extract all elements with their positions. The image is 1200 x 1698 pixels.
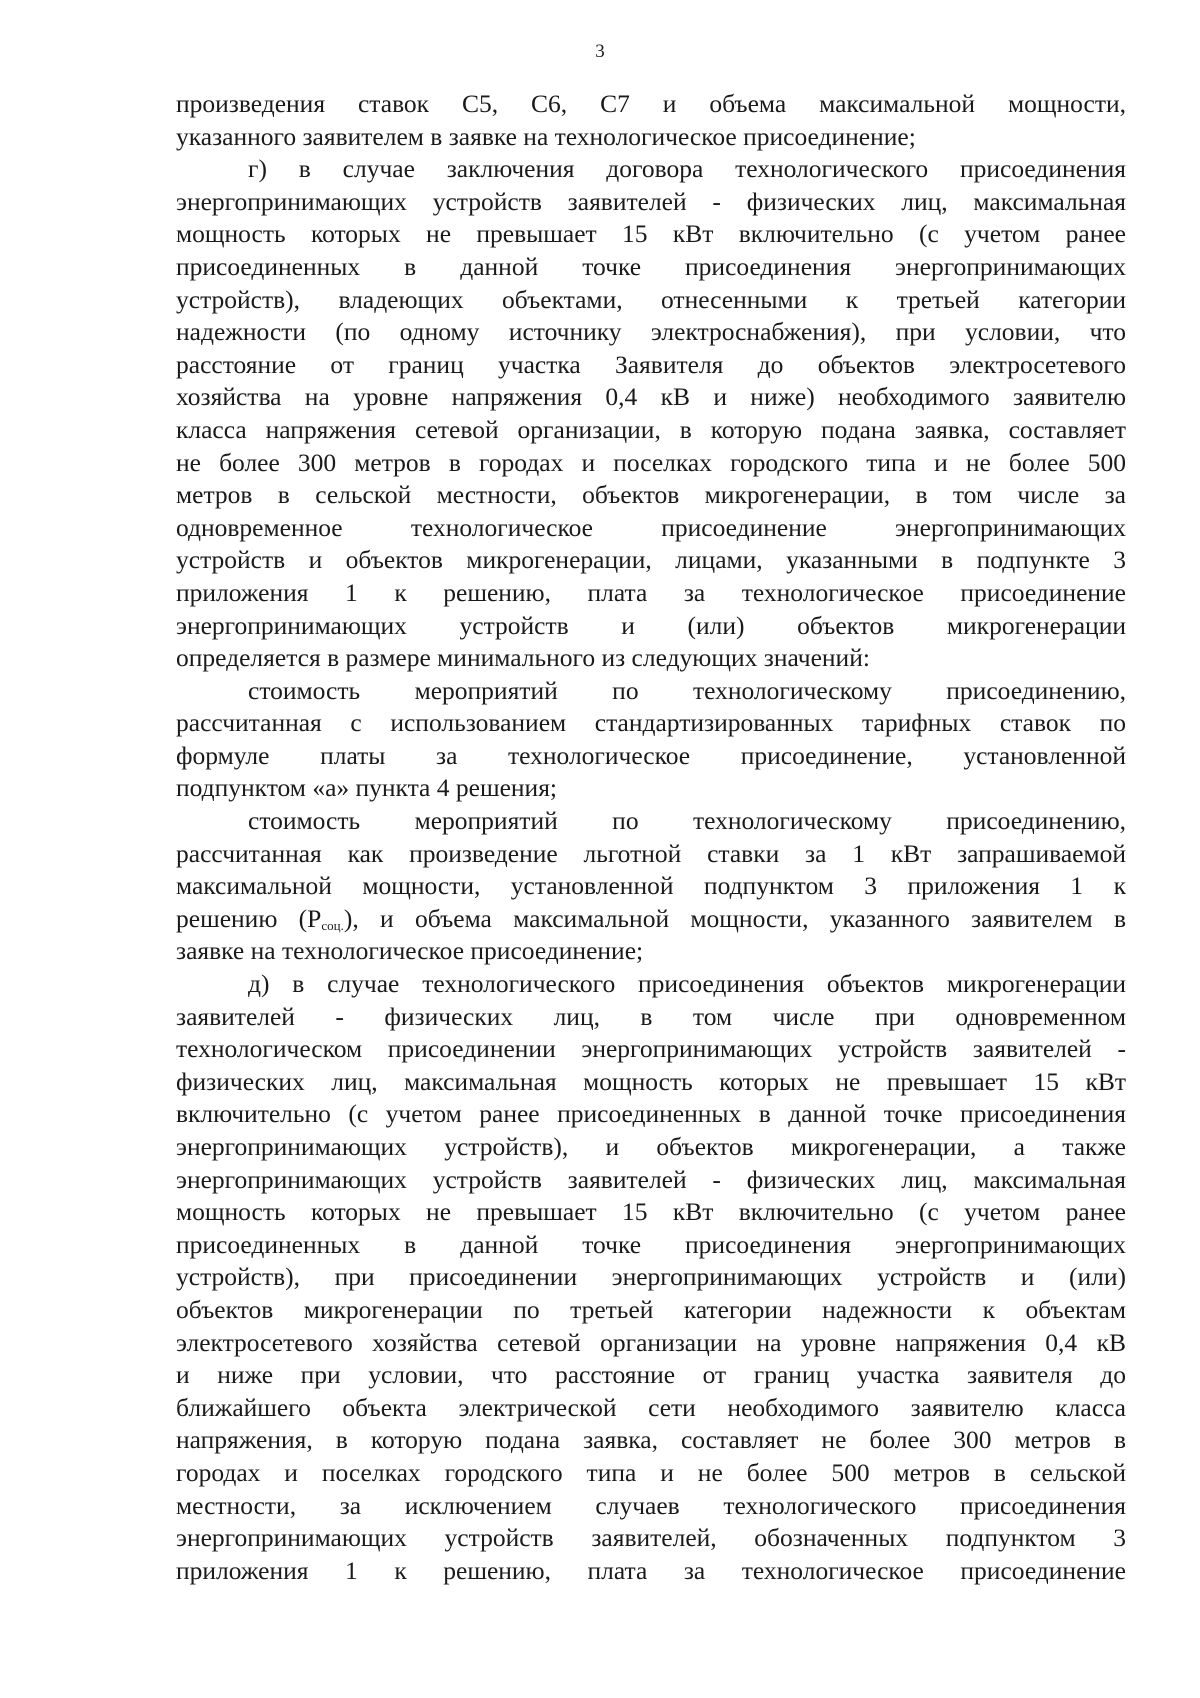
text-line bbox=[176, 968, 1126, 1001]
line-text: д) в случае технологического присоединения объектов микрогенерации bbox=[248, 969, 1126, 999]
text-line bbox=[176, 870, 1126, 903]
line-text: мощность которых не превышает 15 кВт включительно (с учетом ранее bbox=[176, 1197, 1126, 1227]
text-line bbox=[176, 1196, 1126, 1229]
line-text: надежности (по одному источнику электроснабжения), при условии, что bbox=[176, 317, 1126, 347]
line-text: присоединенных в данной точке присоединения энергопринимающих bbox=[176, 251, 1126, 281]
text-line bbox=[176, 447, 1126, 480]
text-line bbox=[176, 153, 1126, 186]
line-text: включительно (с учетом ранее присоединенных в данной точке присоединения bbox=[176, 1099, 1126, 1129]
text-line bbox=[176, 544, 1126, 577]
text-line bbox=[176, 1033, 1126, 1066]
text-line bbox=[176, 1457, 1126, 1490]
page-number: 3 bbox=[595, 41, 605, 62]
text-line bbox=[176, 218, 1126, 251]
line-text: подпунктом «а» пункта 4 решения; bbox=[176, 773, 558, 803]
line-text: устройств), владеющих объектами, отнесенными к третьей категории bbox=[176, 284, 1126, 314]
line-text: стоимость мероприятий по технологическому присоединению, bbox=[248, 806, 1126, 836]
text-line bbox=[176, 740, 1126, 773]
line-text: заявителей - физических лиц, в том числе при одновременном bbox=[176, 1001, 1126, 1031]
text-line bbox=[176, 1294, 1126, 1327]
text-line bbox=[176, 1490, 1126, 1523]
text-line bbox=[176, 675, 1126, 708]
text-line bbox=[176, 1164, 1126, 1197]
line-text: решению (P bbox=[176, 903, 322, 933]
text-line bbox=[176, 316, 1126, 349]
text-line bbox=[176, 512, 1126, 545]
line-text-continued: ), и объема максимальной мощности, указанного заявителем в bbox=[343, 903, 1126, 933]
line-text: стоимость мероприятий по технологическому присоединению, bbox=[248, 675, 1126, 705]
line-text: указанного заявителем в заявке на технологическое присоединение; bbox=[176, 121, 916, 151]
line-text: объектов микрогенерации по третьей категории надежности к объектам bbox=[176, 1294, 1126, 1324]
text-line bbox=[176, 1098, 1126, 1131]
text-line bbox=[176, 935, 1126, 968]
line-text: метров в сельской местности, объектов микрогенерации, в том числе за bbox=[176, 480, 1126, 510]
line-text: технологическом присоединении энергопринимающих устройств заявителей - bbox=[176, 1034, 1126, 1064]
text-line bbox=[176, 1327, 1126, 1360]
line-text: мощность которых не превышает 15 кВт включительно (с учетом ранее bbox=[176, 219, 1126, 249]
text-line bbox=[176, 381, 1126, 414]
text-line bbox=[176, 414, 1126, 447]
line-text: присоединенных в данной точке присоединения энергопринимающих bbox=[176, 1229, 1126, 1259]
line-text: напряжения, в которую подана заявка, составляет не более 300 метров в bbox=[176, 1425, 1126, 1455]
text-line bbox=[176, 642, 1126, 675]
text-line bbox=[176, 1424, 1126, 1457]
line-text: определяется в размере минимального из следующих значений: bbox=[176, 643, 870, 673]
line-text: городах и поселках городского типа и не более 500 метров в сельской bbox=[176, 1457, 1126, 1487]
text-line bbox=[176, 838, 1126, 871]
line-text: рассчитанная с использованием стандартизированных тарифных ставок по bbox=[176, 708, 1126, 738]
text-line bbox=[176, 284, 1126, 317]
text-line bbox=[176, 903, 1126, 936]
text-line bbox=[176, 1359, 1126, 1392]
line-text: энергопринимающих устройств), и объектов микрогенерации, а также bbox=[176, 1132, 1126, 1161]
text-line bbox=[176, 88, 1126, 121]
line-text: приложения 1 к решению, плата за технологическое присоединение bbox=[176, 577, 1126, 607]
text-line bbox=[176, 1392, 1126, 1425]
text-line bbox=[176, 610, 1126, 643]
line-text: ближайшего объекта электрической сети необходимого заявителю класса bbox=[176, 1392, 1126, 1422]
subscript: соц. bbox=[321, 917, 344, 933]
text-line bbox=[176, 1555, 1126, 1588]
document-body bbox=[176, 88, 1126, 1587]
text-line bbox=[176, 1261, 1126, 1294]
line-text: энергопринимающих устройств заявителей - физических лиц, максимальная bbox=[176, 1164, 1126, 1194]
line-text: класса напряжения сетевой организации, в которую подана заявка, составляет bbox=[176, 414, 1126, 444]
line-text: энергопринимающих устройств и (или) объектов микрогенерации bbox=[176, 610, 1126, 640]
text-line bbox=[176, 805, 1126, 838]
line-text: хозяйства на уровне напряжения 0,4 кВ и ниже) необходимого заявителю bbox=[176, 382, 1126, 412]
text-line bbox=[176, 1229, 1126, 1262]
text-line bbox=[176, 1066, 1126, 1099]
line-text: рассчитанная как произведение льготной ставки за 1 кВт запрашиваемой bbox=[176, 838, 1126, 868]
line-text: электросетевого хозяйства сетевой организации на уровне напряжения 0,4 кВ bbox=[176, 1327, 1126, 1357]
text-line bbox=[176, 1001, 1126, 1034]
line-text: энергопринимающих устройств заявителей, обозначенных подпунктом 3 bbox=[176, 1523, 1126, 1553]
line-text: местности, за исключением случаев технологического присоединения bbox=[176, 1490, 1126, 1520]
text-line bbox=[176, 121, 1126, 154]
line-text: г) в случае заключения договора технологического присоединения bbox=[248, 154, 1126, 184]
text-line bbox=[176, 349, 1126, 382]
text-line bbox=[176, 1131, 1126, 1164]
line-text: произведения ставок С5, С6, С7 и объема максимальной мощности, bbox=[176, 89, 1126, 118]
line-text: не более 300 метров в городах и поселках городского типа и не более 500 bbox=[176, 447, 1126, 477]
line-text: максимальной мощности, установленной подпунктом 3 приложения 1 к bbox=[176, 871, 1126, 901]
line-text: одновременное технологическое присоединение энергопринимающих bbox=[176, 512, 1126, 542]
line-text: устройств), при присоединении энергопринимающих устройств и (или) bbox=[176, 1262, 1126, 1292]
text-line bbox=[176, 251, 1126, 284]
line-text: расстояние от границ участка Заявителя до объектов электросетевого bbox=[176, 349, 1126, 379]
line-text: заявке на технологическое присоединение; bbox=[176, 936, 644, 966]
line-text: формуле платы за технологическое присоединение, установленной bbox=[176, 740, 1126, 770]
text-line bbox=[176, 186, 1126, 219]
line-text: физических лиц, максимальная мощность которых не превышает 15 кВт bbox=[176, 1066, 1126, 1096]
text-line bbox=[176, 772, 1126, 805]
line-text: энергопринимающих устройств заявителей - физических лиц, максимальная bbox=[176, 186, 1126, 216]
line-text: приложения 1 к решению, плата за технологическое присоединение bbox=[176, 1555, 1126, 1585]
text-line bbox=[176, 707, 1126, 740]
text-line bbox=[176, 577, 1126, 610]
line-text: устройств и объектов микрогенерации, лицами, указанными в подпункте 3 bbox=[176, 545, 1126, 575]
line-text: и ниже при условии, что расстояние от границ участка заявителя до bbox=[176, 1360, 1126, 1390]
text-line bbox=[176, 479, 1126, 512]
text-line bbox=[176, 1522, 1126, 1555]
